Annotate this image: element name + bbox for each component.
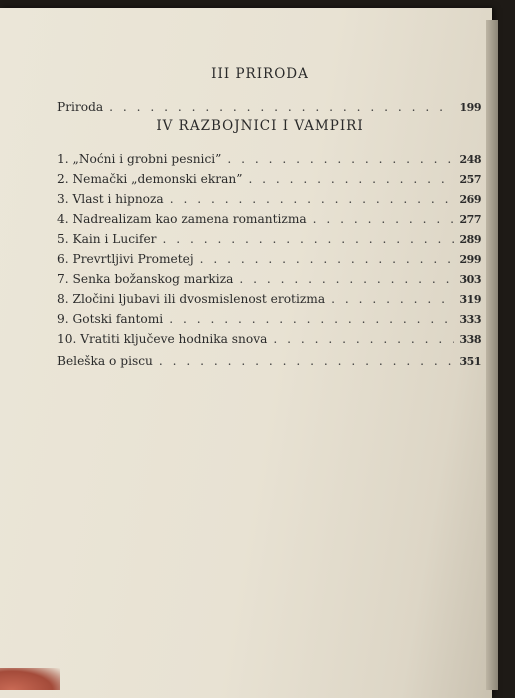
toc-entry-label: 8. Zločini ljubavi ili dvosmislenost erotizma — [57, 292, 326, 306]
toc-entry-page: 277 — [459, 213, 481, 226]
dot-leader — [159, 354, 454, 368]
toc-entry — [57, 354, 481, 372]
dot-leader — [273, 332, 453, 346]
toc-entry — [57, 312, 481, 330]
dot-leader — [170, 192, 454, 206]
dot-leader — [248, 172, 453, 186]
toc-entry-page: 269 — [459, 193, 481, 206]
section-title-razbojnici: IV RAZBOJNICI I VAMPIRI — [156, 118, 364, 134]
toc-entry-page: 333 — [459, 313, 481, 326]
toc-entry-label: 5. Kain i Lucifer — [57, 232, 157, 246]
dot-leader — [169, 312, 453, 326]
toc-entry — [57, 292, 481, 310]
book-page — [0, 8, 492, 698]
toc-entry-page: 338 — [459, 333, 481, 346]
toc-entry-page: 248 — [459, 153, 481, 166]
dot-leader — [162, 232, 453, 246]
dot-leader — [109, 100, 453, 114]
toc-entry — [57, 232, 481, 250]
dot-leader — [313, 212, 454, 226]
finger — [0, 668, 60, 690]
dot-leader — [239, 272, 453, 286]
toc-entry-page: 299 — [459, 253, 481, 266]
toc-entry — [57, 332, 481, 350]
toc-entry — [57, 272, 481, 290]
toc-entry-priroda — [57, 100, 481, 118]
dot-leader — [227, 152, 453, 166]
dot-leader — [331, 292, 453, 306]
toc-entry-label: 2. Nemački „demonski ekran” — [57, 172, 243, 186]
toc-entry-label: Priroda — [57, 100, 104, 114]
dot-leader — [200, 252, 454, 266]
toc-entry-label: 4. Nadrealizam kao zamena romantizma — [57, 212, 307, 226]
section-title-priroda: III PRIRODA — [211, 66, 309, 82]
toc-entry-page: 303 — [459, 273, 481, 286]
toc-entry-page: 199 — [459, 101, 481, 114]
toc-entry — [57, 212, 481, 230]
page-edge — [486, 20, 498, 690]
toc-entry — [57, 192, 481, 210]
toc-entry-page: 351 — [459, 355, 481, 368]
toc-entry-label: 7. Senka božanskog markiza — [57, 272, 234, 286]
toc-entry-label: 3. Vlast i hipnoza — [57, 192, 164, 206]
toc-entry-page: 257 — [459, 173, 481, 186]
toc-entry-page: 289 — [459, 233, 481, 246]
toc-entry-label: 6. Prevrtljivi Prometej — [57, 252, 194, 266]
toc-entry-label: 9. Gotski fantomi — [57, 312, 164, 326]
toc-entry — [57, 252, 481, 270]
toc-entry-label: Beleška o piscu — [57, 354, 153, 368]
toc-entry-label: 10. Vratiti ključeve hodnika snova — [57, 332, 268, 346]
toc-entry — [57, 152, 481, 170]
toc-entry-label: 1. „Noćni i grobni pesnici” — [57, 152, 222, 166]
toc-entry-page: 319 — [459, 293, 481, 306]
toc-entry — [57, 172, 481, 190]
